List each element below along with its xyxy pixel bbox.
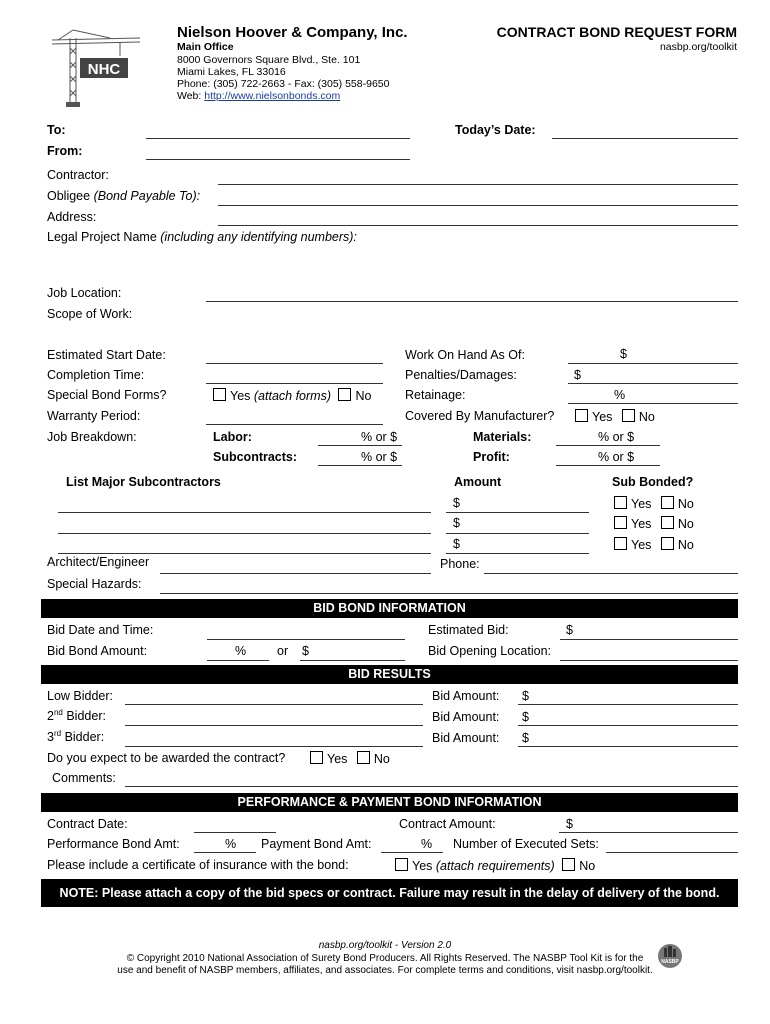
scope-label: Scope of Work: xyxy=(47,307,133,321)
note-banner: NOTE: Please attach a copy of the bid specs or contract. Failure may result in the delay of delivery of the bond. xyxy=(41,879,738,907)
nasbp-seal-icon xyxy=(657,943,683,969)
form-title: CONTRACT BOND REQUEST FORM xyxy=(496,24,737,40)
certificate-no-checkbox[interactable] xyxy=(562,858,575,871)
second-bidder-label: 2nd Bidder: xyxy=(47,708,106,724)
sub-name-field-1[interactable] xyxy=(58,512,431,513)
footer-version: nasbp.org/toolkit - Version 2.0 xyxy=(318,940,452,951)
opening-field[interactable] xyxy=(560,660,738,661)
special-forms-yes-checkbox[interactable] xyxy=(213,388,226,401)
web-label: Web: xyxy=(177,90,202,102)
start-date-label: Estimated Start Date: xyxy=(47,348,166,362)
covered-no-checkbox[interactable] xyxy=(622,409,635,422)
comments-label: Comments: xyxy=(52,771,116,785)
completion-label: Completion Time: xyxy=(47,368,145,382)
expect-award-label: Do you expect to be awarded the contract? xyxy=(47,751,286,765)
certificate-options: Yes (attach requirements) No xyxy=(395,858,595,873)
bid-amount-dollar-field[interactable] xyxy=(300,660,405,661)
expect-award-options: Yes No xyxy=(310,751,390,766)
perf-bond-percent: % xyxy=(225,837,237,851)
special-forms-no-checkbox[interactable] xyxy=(338,388,351,401)
perf-bond-amt-field[interactable] xyxy=(194,852,256,853)
pay-bond-percent: % xyxy=(421,837,433,851)
penalties-field[interactable] xyxy=(568,383,738,384)
sub-amount-dollar-3: $ xyxy=(453,537,460,551)
warranty-label: Warranty Period: xyxy=(47,409,141,423)
certificate-yes-checkbox[interactable] xyxy=(395,858,408,871)
third-bid-amount-field[interactable] xyxy=(518,746,738,747)
comments-field[interactable] xyxy=(125,786,738,787)
address-line-1: 8000 Governors Square Blvd., Ste. 101 xyxy=(177,54,361,66)
third-bidder-field[interactable] xyxy=(125,746,423,747)
sub-amount-field-3[interactable] xyxy=(446,553,589,554)
estimated-bid-field[interactable] xyxy=(560,639,738,640)
sub-bonded-yes-checkbox[interactable] xyxy=(614,516,627,529)
retainage-field[interactable] xyxy=(568,403,738,404)
covered-options: Yes No xyxy=(575,409,655,424)
materials-unit: % or $ xyxy=(598,430,635,444)
labor-field[interactable] xyxy=(318,445,402,446)
third-bidder-label: 3rd Bidder: xyxy=(47,729,105,745)
expect-no-checkbox[interactable] xyxy=(357,751,370,764)
web-line xyxy=(177,90,340,102)
sub-amount-field-2[interactable] xyxy=(446,533,589,534)
special-forms-label: Special Bond Forms? xyxy=(47,388,167,402)
footer-copyright: © Copyright 2010 National Association of Surety Bond Producers. All Rights Reserved. The NASBP Tool Kit is for the xyxy=(126,953,644,964)
perf-bond-amt-label: Performance Bond Amt: xyxy=(47,837,180,851)
bid-amount-label: Bid Bond Amount: xyxy=(47,644,148,658)
work-on-hand-field[interactable] xyxy=(568,363,738,364)
website-link[interactable]: http://www.nielsonbonds.com xyxy=(204,90,341,102)
to-field[interactable] xyxy=(146,138,410,139)
third-bid-amount-label: Bid Amount: xyxy=(432,731,500,745)
start-date-field[interactable] xyxy=(206,363,383,364)
contract-amount-field[interactable] xyxy=(559,832,738,833)
sub-bonded-no-checkbox[interactable] xyxy=(661,537,674,550)
obligee-label: Obligee (Bond Payable To): xyxy=(47,189,201,203)
materials-field[interactable] xyxy=(556,445,660,446)
todays-date-field[interactable] xyxy=(552,138,738,139)
phone-fax: Phone: (305) 722-2663 - Fax: (305) 558-9650 xyxy=(177,78,390,90)
architect-label: Architect/Engineer xyxy=(47,555,150,569)
contractor-field[interactable] xyxy=(218,184,738,185)
low-bid-amount-field[interactable] xyxy=(518,704,738,705)
profit-unit: % or $ xyxy=(598,450,635,464)
contract-date-field[interactable] xyxy=(194,832,276,833)
architect-field[interactable] xyxy=(160,573,431,574)
logo-text: NHC xyxy=(87,61,121,78)
obligee-field[interactable] xyxy=(218,205,738,206)
contract-date-label: Contract Date: xyxy=(47,817,128,831)
executed-sets-field[interactable] xyxy=(606,852,738,853)
from-label: From: xyxy=(47,144,83,158)
subcontracts-unit: % or $ xyxy=(361,450,398,464)
retainage-percent: % xyxy=(614,388,626,402)
subcontracts-field[interactable] xyxy=(318,465,402,466)
address-label: Address: xyxy=(47,210,97,224)
estimated-bid-label: Estimated Bid: xyxy=(428,623,509,637)
sub-name-field-2[interactable] xyxy=(58,533,431,534)
bid-amount-dollar: $ xyxy=(302,644,309,658)
form-url: nasbp.org/toolkit xyxy=(659,41,737,53)
certificate-label: Please include a certificate of insurance with the bond: xyxy=(47,858,349,872)
covered-yes-checkbox[interactable] xyxy=(575,409,588,422)
address-line-2: Miami Lakes, FL 33016 xyxy=(177,66,286,78)
architect-phone-field[interactable] xyxy=(484,573,738,574)
bid-date-label: Bid Date and Time: xyxy=(47,623,154,637)
to-label: To: xyxy=(47,123,66,137)
special-forms-options: Yes (attach forms) No xyxy=(213,388,371,403)
retainage-label: Retainage: xyxy=(405,388,466,402)
company-name: Nielson Hoover & Company, Inc. xyxy=(177,24,408,41)
nhc-logo xyxy=(50,28,142,108)
pay-bond-amt-field[interactable] xyxy=(381,852,443,853)
contract-amount-dollar: $ xyxy=(566,817,573,831)
job-location-field[interactable] xyxy=(206,301,738,302)
second-bidder-field[interactable] xyxy=(125,725,423,726)
bid-amount-or: or xyxy=(277,644,289,658)
office-label: Main Office xyxy=(177,41,234,53)
performance-header: PERFORMANCE & PAYMENT BOND INFORMATION xyxy=(41,793,738,812)
contract-amount-label: Contract Amount: xyxy=(399,817,496,831)
low-bid-amount-label: Bid Amount: xyxy=(432,689,500,703)
expect-yes-checkbox[interactable] xyxy=(310,751,323,764)
footer-terms: use and benefit of NASBP members, affiliates, and associates. For complete terms and conditions, visit nasbp.org/toolkit. xyxy=(117,965,653,976)
sub-name-field-3[interactable] xyxy=(58,553,431,554)
low-bidder-field[interactable] xyxy=(125,704,423,705)
bid-amount-pct-field[interactable] xyxy=(207,660,269,661)
bid-amount-percent: % xyxy=(235,644,247,658)
sub-bonded-no-checkbox[interactable] xyxy=(661,516,674,529)
sub-amount-field-1[interactable] xyxy=(446,512,589,513)
third-bid-dollar: $ xyxy=(522,731,529,745)
job-location-label: Job Location: xyxy=(47,286,122,300)
hazards-field[interactable] xyxy=(160,593,738,594)
completion-field[interactable] xyxy=(206,383,383,384)
sub-bonded-no-checkbox[interactable] xyxy=(661,496,674,509)
sub-amount-dollar-2: $ xyxy=(453,516,460,530)
sub-bonded-options-2: Yes No xyxy=(614,516,694,531)
contractor-label: Contractor: xyxy=(47,168,109,182)
from-field[interactable] xyxy=(146,159,410,160)
sub-bonded-options-1: Yes No xyxy=(614,496,694,511)
labor-unit: % or $ xyxy=(361,430,398,444)
sub-bonded-options-3: Yes No xyxy=(614,537,694,552)
address-field[interactable] xyxy=(218,225,738,226)
sub-amount-dollar-1: $ xyxy=(453,496,460,510)
second-bid-amount-field[interactable] xyxy=(518,725,738,726)
work-on-hand-label: Work On Hand As Of: xyxy=(405,348,525,362)
bid-results-header: BID RESULTS xyxy=(41,665,738,684)
subs-amount-header: Amount xyxy=(454,475,502,489)
warranty-field[interactable] xyxy=(206,424,383,425)
bid-bond-header: BID BOND INFORMATION xyxy=(41,599,738,618)
work-on-hand-dollar: $ xyxy=(620,347,627,361)
executed-sets-label: Number of Executed Sets: xyxy=(453,837,599,851)
low-bidder-label: Low Bidder: xyxy=(47,689,114,703)
penalties-label: Penalties/Damages: xyxy=(405,368,517,382)
materials-label: Materials: xyxy=(473,430,532,444)
subs-bonded-header: Sub Bonded? xyxy=(612,475,694,489)
bid-date-field[interactable] xyxy=(207,639,405,640)
low-bid-dollar: $ xyxy=(522,689,529,703)
breakdown-label: Job Breakdown: xyxy=(47,430,137,444)
subs-title: List Major Subcontractors xyxy=(66,475,221,489)
project-name-label: Legal Project Name (including any identifying numbers): xyxy=(47,230,357,244)
profit-field[interactable] xyxy=(556,465,660,466)
covered-label: Covered By Manufacturer? xyxy=(405,409,555,423)
pay-bond-amt-label: Payment Bond Amt: xyxy=(261,837,372,851)
opening-label: Bid Opening Location: xyxy=(428,644,552,658)
estimated-bid-dollar: $ xyxy=(566,623,573,637)
seal-text: NASBP xyxy=(661,959,679,965)
subcontracts-label: Subcontracts: xyxy=(213,450,298,464)
sub-bonded-yes-checkbox[interactable] xyxy=(614,537,627,550)
labor-label: Labor: xyxy=(213,430,252,444)
second-bid-amount-label: Bid Amount: xyxy=(432,710,500,724)
todays-date-label: Today’s Date: xyxy=(455,123,536,137)
penalties-dollar: $ xyxy=(574,368,581,382)
architect-phone-label: Phone: xyxy=(440,557,480,571)
hazards-label: Special Hazards: xyxy=(47,577,142,591)
second-bid-dollar: $ xyxy=(522,710,529,724)
profit-label: Profit: xyxy=(473,450,510,464)
sub-bonded-yes-checkbox[interactable] xyxy=(614,496,627,509)
